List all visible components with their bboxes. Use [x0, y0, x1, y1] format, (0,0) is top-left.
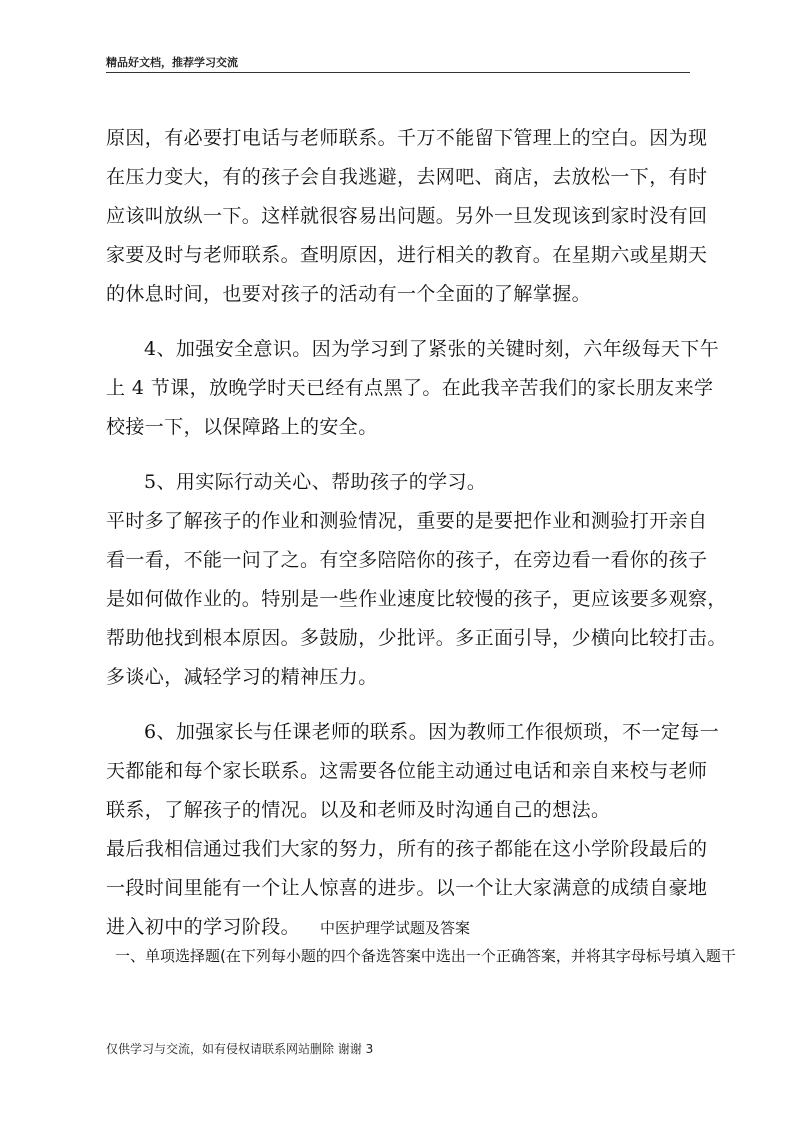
body-line: 原因，有必要打电话与老师联系。千万不能留下管理上的空白。因为现	[106, 127, 708, 149]
inline-title: 中医护理学试题及答案	[320, 919, 471, 937]
page-footer: 仅供学习与交流，如有侵权请联系网站删除 谢谢 3	[106, 1042, 374, 1056]
body-line: 天都能和每个家长联系。这需要各位能主动通过电话和亲自来校与老师	[106, 760, 708, 782]
body-line: 在压力变大，有的孩子会自我逃避，去网吧、商店，去放松一下，有时	[106, 166, 708, 188]
body-line: 联系，了解孩子的情况。以及和老师及时沟通自己的想法。	[106, 799, 611, 821]
body-line: 校接一下，以保障路上的安全。	[106, 416, 378, 438]
body-line: 的休息时间，也要对孩子的活动有一个全面的了解掌握。	[106, 283, 592, 305]
body-line: 上 4 节课，放晚学时天已经有点黑了。在此我辛苦我们的家长朋友来学	[106, 377, 714, 399]
body-line: 平时多了解孩子的作业和测验情况，重要的是要把作业和测验打开亲自	[106, 510, 708, 532]
question-line: 一、单项选择题(在下列每小题的四个备选答案中选出一个正确答案，并将其字母标号填入题干	[115, 947, 736, 965]
section-heading: 5、用实际行动关心、帮助孩子的学习。	[144, 471, 487, 493]
body-line	[106, 908, 694, 947]
body-line: 4、加强安全意识。因为学习到了紧张的关键时刻，六年级每天下午	[144, 338, 720, 360]
body-line: 帮助他找到根本原因。多鼓励，少批评。多正面引导，少横向比较打击。	[106, 627, 727, 649]
body-line: 一段时间里能有一个让人惊喜的进步。以一个让大家满意的成绩自豪地	[106, 877, 708, 899]
body-line: 家要及时与老师联系。查明原因，进行相关的教育。在星期六或星期天	[106, 244, 708, 266]
body-line: 多谈心，减轻学习的精神压力。	[106, 666, 378, 688]
body-line: 是如何做作业的。特别是一些作业速度比较慢的孩子，更应该要多观察，	[106, 588, 727, 610]
header-divider	[106, 72, 690, 73]
body-line-text: 进入初中的学习阶段。	[106, 916, 301, 938]
page-header: 精品好文档，推荐学习交流	[106, 56, 238, 69]
body-line: 最后我相信通过我们大家的努力，所有的孩子都能在这小学阶段最后的	[106, 838, 708, 860]
body-line: 看一看，不能一问了之。有空多陪陪你的孩子，在旁边看一看你的孩子	[106, 549, 708, 571]
body-line: 应该叫放纵一下。这样就很容易出问题。另外一旦发现该到家时没有回	[106, 205, 708, 227]
document-body	[106, 119, 727, 947]
body-line: 6、加强家长与任课老师的联系。因为教师工作很烦琐，不一定每一	[144, 721, 720, 743]
